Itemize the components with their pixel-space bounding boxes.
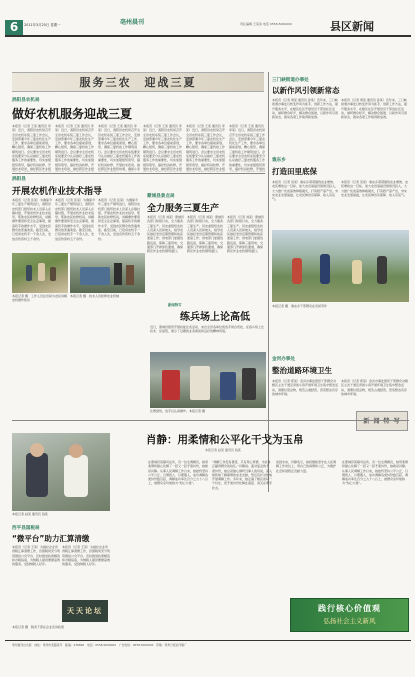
feature-photo-caption: 比赛现场，选手们认真操作。本报记者 摄 — [150, 409, 205, 413]
portrait-article-title: 肖静：用柔情和公平化干戈为玉帛 — [146, 434, 304, 446]
divider — [12, 173, 265, 174]
main-body-col6: 本报讯（记者 王某 通讯员 李某）近日，涡阳县农机局召开全县农机系统三夏工作会议，安排部署今年三夏农机化生产工作，要求各单位提前谋划，精心组织，确保三夏机收工作顺利进行。会议要求全县农机系统要充分认识做好三夏农机服务工作的重要性，切实加强组织领导，搞好机具检修，开展技 — [229, 124, 265, 171]
banner — [12, 72, 264, 92]
main-kicker: 涡阳县农机局 — [12, 98, 40, 103]
sidebar-2-body-b: 本报讯（记者 吴某）谯东乡紧紧围绕农业增效、农民增收这一目标，加大农田基础设施建设投入，大力推广优质高效种植模式，打造稳产高产田，夯实农业发展基础，让农民种田有保障、收入有底气。 — [341, 180, 408, 197]
left-body-col2: 本报讯（记者 张某）为确保今年三夏生产顺利进行，涡阳县农机部门组织技术人员深入乡镇村组，开展农机作业技术指导，帮助农民检修机具，讲解操作要领和安全注意事项，提高机手的操作水平，受到农民群众的普遍欢迎。截至目前，已培训农机手一千余人次，发放宣传资料五千余份。 — [55, 198, 95, 241]
bottom-kicker: 西平县国税局 — [12, 526, 40, 531]
sidebar-3-headline: 整治道路环境卫生 — [272, 366, 332, 375]
left-headline: 开展农机作业技术指导 — [12, 187, 103, 197]
right-body-col3: 本报讯（记者 刘某）蒙城县各部门积极行动，全力服务三夏生产。县农委组织农技人员深入田间地头，指导农民做好麦田后期管理和收获准备工作；供电部门加强线路巡查，保障三夏用电；交通部门开辟绿色通道，确保跨区作业农机顺利通行。 — [227, 215, 264, 254]
feature-label: 新闻特写 — [168, 303, 182, 307]
machine-photo — [70, 253, 145, 293]
sidebar-2-headline: 打造田里底保 — [272, 167, 317, 176]
right-kicker: 蒙城县景点局 — [147, 194, 175, 199]
portrait-body-col3: 谈到未来，肖静表示，她将继续坚守在人民调解工作岗位上，用自己的真情和公正，为维护社会和谐稳定贡献力量。 — [276, 460, 337, 473]
feature-title: 练兵场上论高低 — [180, 312, 250, 323]
header-editor-line: 责任编辑 王某某 电话 0558-5000000 — [240, 22, 292, 26]
main-body-col4: 本报讯（记者 王某 通讯员 李某）近日，涡阳县农机局召开全县农机系统三夏工作会议，安排部署今年三夏农机化生产工作，要求各单位提前谋划，精心组织，确保三夏机收工作顺利进行。会议要求全县农机系统要充分认识做好三夏农机服务工作的重要性，切实加强组织领导，搞好机具检修，开展技术培训，做好跨区作业组 — [143, 124, 183, 171]
bottom-headline: “微平台”助力汇算清缴 — [12, 534, 90, 543]
sidebar-3-kicker: 金河办事处 — [272, 357, 295, 362]
machine-photo-caption: 本报记者 摄 技术人员检修农业机械 — [70, 294, 119, 298]
header-date-line: 2011年3月25日 星期一 — [24, 23, 61, 27]
section-title: 县区新闻 — [330, 20, 374, 33]
main-body-col1: 本报讯（记者 王某 通讯员 李某）近日，涡阳县农机局召开全县农机系统三夏工作会议，安排部署今年三夏农机化生产工作，要求各单位提前谋划，精心组织，确保三夏机收工作顺利进行。会议要求全县农机系统要充分认识做好三夏农机服务工作的重要性，切实加强组织领导，搞好机具检修，开展技术培训，做好跨区作业组 — [12, 124, 52, 171]
ad-line-2: 弘扬社会主义新风 — [323, 617, 376, 625]
sidebar-3-body-a: 本报讯（记者 郑某）金河办事处组织干部群众对辖区主次干道及背街小巷开展环境卫生集中整治活动，清理垃圾杂物，规范占道经营，营造整洁有序的城市环境。 — [272, 379, 338, 396]
ad-line-1: 践行核心价值观 — [318, 604, 381, 613]
portrait-photo-caption: 本报记者 赵某 通讯员 钱某 — [12, 512, 48, 516]
left-kicker: 涡阳县 — [12, 177, 26, 182]
feature-photo — [150, 352, 266, 408]
right-body-col1: 本报讯（记者 刘某）蒙城县各部门积极行动，全力服务三夏生产。县农委组织农技人员深入田间地头，指导农民做好麦田后期管理和收获准备工作；供电部门加强线路巡查，保障三夏用电；交通部门开辟绿色通道，确保跨区作业农机顺利通行。 — [147, 215, 184, 254]
bottom-badge-text: 天天论坛 — [67, 607, 103, 615]
sidebar-1-body-a: 本报讯（记者 周某 通讯员 孙某）近年来，三门峡街道办事处以转变作风为抓手，创新工作方法，提升服务水平，在辖区社区开展党员干部进社区活动，倾听群众呼声，解决群众困难，以新作风引领新常态，推动各项工作取得新成效。 — [272, 98, 338, 120]
news-badge — [356, 411, 408, 431]
sidebar-1-kicker: 三门峡街道办事处 — [272, 78, 309, 83]
sidebar-divider — [268, 72, 269, 492]
left-body-col3: 本报讯（记者 张某）为确保今年三夏生产顺利进行，涡阳县农机部门组织技术人员深入乡镇村组，开展农机作业技术指导，帮助农民检修机具，讲解操作要领和安全注意事项，提高机手的操作水平，受到农民群众的普遍欢迎。截至目前，已培训农机手一千余人次，发放宣传资料五千余份。 — [98, 198, 140, 241]
field-photo — [12, 253, 68, 293]
sidebar-2-body-a: 本报讯（记者 吴某）谯东乡紧紧围绕农业增效、农民增收这一目标，加大农田基础设施建设投入，大力推广优质高效种植模式，打造稳产高产田，夯实农业发展基础，让农民种田有保障、收入有底气。 — [272, 180, 338, 202]
sidebar-3-body-b: 本报讯（记者 郑某）金河办事处组织干部群众对辖区主次干道及背街小巷开展环境卫生集中整治活动，清理垃圾杂物，规范占道经营，营造整洁有序的城市环境。 — [341, 379, 408, 396]
field-photo-caption: 本报记者 摄 工作人员在田间为农民讲解农机操作知识 — [12, 294, 67, 303]
banner-title: 服务三农 迎战三夏 — [79, 76, 197, 89]
main-body-col5: 本报讯（记者 王某 通讯员 李某）近日，涡阳县农机局召开全县农机系统三夏工作会议，安排部署今年三夏农机化生产工作，要求各单位提前谋划，精心组织，确保三夏机收工作顺利进行。会议要求全县农机系统要充分认识做好三夏农机服务工作的重要性，切实加强组织领导，搞好机具检修，开展技术培训，做好跨区作业组 — [186, 124, 226, 171]
main-body-col2: 本报讯（记者 王某 通讯员 李某）近日，涡阳县农机局召开全县农机系统三夏工作会议，安排部署今年三夏农机化生产工作，要求各单位提前谋划，精心组织，确保三夏机收工作顺利进行。会议要求全县农机系统要充分认识做好三夏农机服务工作的重要性，切实加强组织领导，搞好机具检修，开展技术培训，做好跨区作业组 — [55, 124, 95, 171]
header-masthead: 亳州晨刊 — [120, 19, 145, 26]
news-badge-logo: 新 闻 特 写 — [363, 418, 401, 425]
footer-rule — [5, 640, 411, 641]
divider — [12, 420, 409, 421]
page-number: 6 — [5, 20, 23, 35]
portrait-article-byline: 本报记者 赵某 通讯员 钱某 — [205, 448, 241, 452]
portrait-body-col2: “调解工作没有捷径，只有用心用情，才能真正赢得群众的信任。”肖静说。面对复杂的矛盾纠纷，她总是耐心倾听当事人的诉说，深入细致地了解事情的来龙去脉，然后有针对性地开展调解工作。多年来，她走遍了辖区的每一个村庄，把矛盾纠纷化解在基层、消灭在萌芽状态。 — [212, 460, 272, 490]
bottom-body-a: 本报讯（记者 王某）为做好企业所得税汇算清缴工作，县国税局充分利用微信公众平台，及时推送政策解读和办税指南，为纳税人提供便捷高效的服务，受到纳税人好评。 — [12, 545, 60, 567]
sidebar-1-headline: 以新作风引领新常态 — [272, 86, 340, 95]
bottom-body-b: 本报讯（记者 王某）为做好企业所得税汇算清缴工作，县国税局充分利用微信公众平台，及时推送政策解读和办税指南，为纳税人提供便捷高效的服务，受到纳税人好评。 — [62, 545, 110, 567]
sidebar-photo-caption: 本报记者 摄 谯东乡干部群众在田间劳作 — [272, 304, 327, 308]
bottom-photo-caption: 本报记者 摄 税务干部在企业宣讲政策 — [12, 625, 64, 629]
feature-intro: 近日，蒙城县组织开展技能比武活动，来自全县各单位的选手同台竞技，在练兵场上比技术、论高低，展示了过硬的业务素质和良好的精神风貌。 — [150, 325, 265, 334]
right-headline: 全力服务三夏生产 — [147, 204, 220, 214]
header-rule — [5, 35, 411, 37]
sidebar-2-kicker: 谯东乡 — [272, 158, 286, 163]
main-body-col3: 本报讯（记者 王某 通讯员 李某）近日，涡阳县农机局召开全县农机系统三夏工作会议，安排部署今年三夏农机化生产工作，要求各单位提前谋划，精心组织，确保三夏机收工作顺利进行。会议要求全县农机系统要充分认识做好三夏农机服务工作的重要性，切实加强组织领导，搞好机具检修，开展技术培训，做好跨区作业组织协调，确保小麦 — [98, 124, 140, 171]
portrait-body-col1: 在蒙城县某镇司法所，有一位女调解员，她用柔情和耐心化解了一起又一起矛盾纠纷，她就是肖静。从事人民调解工作以来，她始终坚持公平公正，以情感人、以理服人，成功调解各类纠纷数百起，调解成功率达百分之九十八以上，被群众亲切地称为“知心大姐”。 — [148, 460, 208, 486]
footer-text: 亳州晨刊社出版 地址：亳州市某路某号 邮编：236800 电话：0558-5000000 广告热线：0558-5000000 印刷：亳州日报社印刷厂 — [12, 643, 187, 647]
ad-banner — [290, 598, 409, 632]
portrait-photo — [12, 433, 110, 511]
left-body-col1: 本报讯（记者 张某）为确保今年三夏生产顺利进行，涡阳县农机部门组织技术人员深入乡镇村组，开展农机作业技术指导，帮助农民检修机具，讲解操作要领和安全注意事项，提高机手的操作水平，受到农民群众的普遍欢迎。截至目前，已培训农机手一千余人次，发放宣传资料五千余份。 — [12, 198, 52, 241]
main-headline: 做好农机服务迎战三夏 — [12, 107, 133, 121]
sidebar-photo — [272, 230, 409, 302]
portrait-body-col4: 在蒙城县某镇司法所，有一位女调解员，她用柔情和耐心化解了一起又一起矛盾纠纷，她就是肖静。从事人民调解工作以来，她始终坚持公平公正，以情感人、以理服人，成功调解各类纠纷数百起，调解成功率达百分之九十八以上，被群众亲切地称为“知心大姐”。 — [342, 460, 408, 486]
sidebar-1-body-b: 本报讯（记者 周某 通讯员 孙某）近年来，三门峡街道办事处以转变作风为抓手，创新工作方法，提升服务水平，在辖区社区开展党员干部进社区活动，倾听群众呼声，解决群众困难，以新作风引领新常态，推动各项工作取得新成效。 — [341, 98, 408, 120]
right-body-col2: 本报讯（记者 刘某）蒙城县各部门积极行动，全力服务三夏生产。县农委组织农技人员深入田间地头，指导农民做好麦田后期管理和收获准备工作；供电部门加强线路巡查，保障三夏用电；交通部门开辟绿色通道，确保跨区作业农机顺利通行。 — [187, 215, 224, 254]
bottom-badge — [62, 600, 108, 622]
